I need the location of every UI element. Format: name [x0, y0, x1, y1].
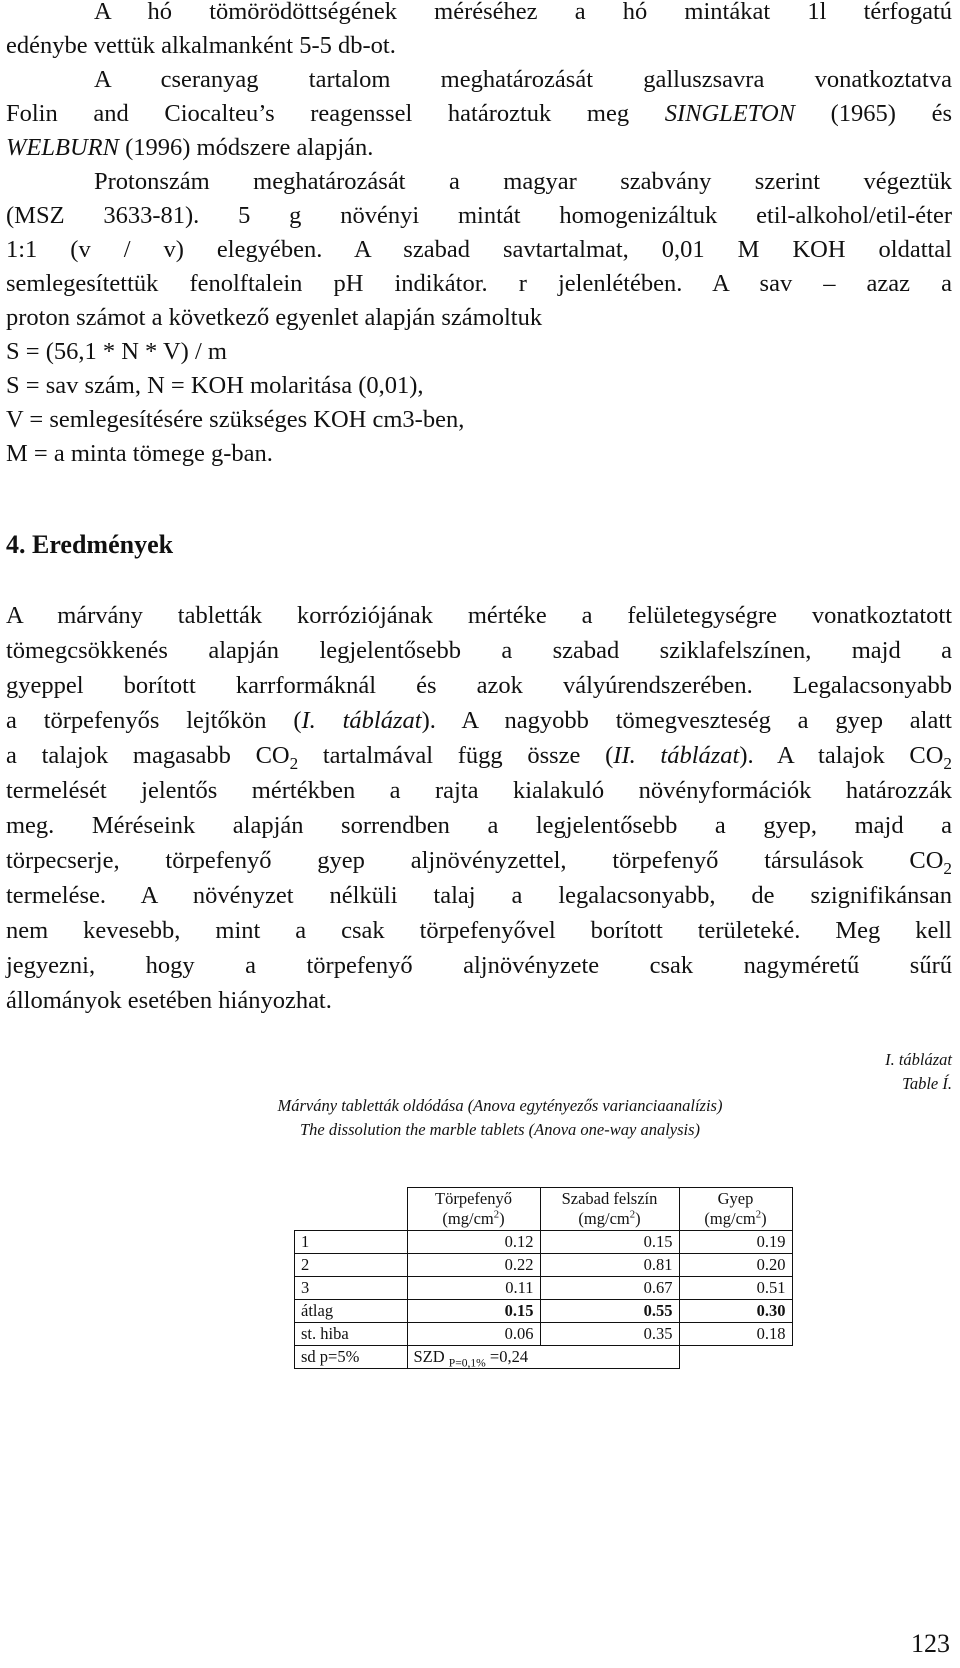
results-line-4: a törpefenyős lejtőkön (I. táblázat). A nagyobb tömegveszteség a gyep alatt: [6, 707, 952, 734]
results-line-2: tömegcsökkenés alapján legjelentősebb a szabad sziklafelszínen, majd a: [6, 637, 952, 664]
cell-gyep: 0.51: [679, 1277, 792, 1300]
table-row: [295, 1254, 793, 1277]
methods-line-7: (MSZ 3633-81). 5 g növényi mintát homogenizáltuk etil-alkohol/etil-éter: [6, 202, 952, 229]
row-label: 3: [295, 1277, 408, 1300]
results-line-8: törpecserje, törpefenyő gyep aljnövényzettel, törpefenyő társulások $CO_2$: [6, 847, 952, 878]
cell-torpefenyo: 0.06: [407, 1323, 540, 1346]
row-label: 2: [295, 1254, 408, 1277]
page-number: 123: [911, 1629, 950, 1658]
table-row: [295, 1277, 793, 1300]
table-row-sd: [295, 1346, 793, 1369]
methods-line-2: edénybe vettük alkalmanként 5-5 db-ot.: [6, 32, 396, 59]
results-line-12: állományok esetében hiányozhat.: [6, 987, 332, 1014]
table-title-hu: Márvány tabletták oldódása (Anova egytényezős varianciaanalízis): [277, 1096, 723, 1115]
cell-gyep: 0.19: [679, 1231, 792, 1254]
cell-szabad-felszin: 0.67: [540, 1277, 679, 1300]
cell-gyep: 0.30: [679, 1300, 792, 1323]
results-line-3: gyeppel borított karrformáknál és azok vályúrendszerében. Legalacsonyabb: [6, 672, 952, 699]
cell-szabad-felszin: 0.81: [540, 1254, 679, 1277]
results-line-6: termelését jelentős mértékben a rajta kialakuló növényformációk határozzák: [6, 777, 952, 804]
cell-szabad-felszin: 0.15: [540, 1231, 679, 1254]
methods-line-5: WELBURN (1996) módszere alapján.: [6, 134, 374, 161]
table-ref-1: I. táblázat: [301, 707, 422, 734]
cell-gyep: 0.18: [679, 1323, 792, 1346]
table-row-std-error: [295, 1323, 793, 1346]
cell-szabad-felszin: 0.55: [540, 1300, 679, 1323]
results-line-10: nem kevesebb, mint a csak törpefenyővel borított területeké. Meg kell: [6, 917, 952, 944]
cell-torpefenyo: 0.12: [407, 1231, 540, 1254]
row-label: st. hiba: [295, 1323, 408, 1346]
methods-line-6: Protonszám meghatározását a magyar szabvány szerint végeztük: [94, 168, 952, 195]
author-welburn: WELBURN: [6, 134, 119, 161]
row-label: 1: [295, 1231, 408, 1254]
header-col-1: Törpefenyő $(mg/cm^2)$: [407, 1188, 540, 1231]
formula-def-m: M = a minta tömege g-ban.: [6, 440, 273, 467]
cell-torpefenyo: 0.15: [407, 1300, 540, 1323]
cell-gyep: 0.20: [679, 1254, 792, 1277]
table-label-hu: I. táblázat: [885, 1050, 952, 1069]
formula-def-s: S = sav szám, N = KOH molaritása (0,01),: [6, 372, 424, 399]
results-line-5: a talajok magasabb $CO_2$ tartalmával függ össze (II. táblázat). A talajok $CO_2$: [6, 742, 952, 773]
methods-line-3: A cseranyag tartalom meghatározását galluszsavra vonatkoztatva: [94, 66, 952, 93]
header-col-3: Gyep $(mg/cm^2)$: [679, 1188, 792, 1231]
methods-line-8: 1:1 (v / v) elegyében. A szabad savtartalmat, 0,01 M KOH oldattal: [6, 236, 952, 263]
header-empty: [295, 1188, 408, 1231]
cell-empty: [679, 1346, 792, 1369]
table-title-en: The dissolution the marble tablets (Anova one-way analysis): [299, 1120, 701, 1139]
table-row-mean: [295, 1300, 793, 1323]
methods-line-4: Folin and Ciocalteu’s reagenssel határoztuk meg SINGLETON (1965) és: [6, 100, 952, 127]
results-line-11: jegyezni, hogy a törpefenyő aljnövényzete csak nagyméretű sűrű: [6, 952, 952, 979]
cell-szabad-felszin: 0.35: [540, 1323, 679, 1346]
cell-szd: SZD $_{P=0,1\%}$ =0,24: [407, 1346, 679, 1369]
results-line-7: meg. Méréseink alapján sorrendben a legjelentősebb a gyep, majd a: [6, 812, 952, 839]
row-label: átlag: [295, 1300, 408, 1323]
header-col-2: Szabad felszín $(mg/cm^2)$: [540, 1188, 679, 1231]
table-ref-2: II. táblázat: [613, 742, 740, 769]
methods-line-1: A hó tömörödöttségének méréséhez a hó mintákat 1l térfogatú: [94, 0, 952, 25]
table-label-en: Table Í.: [902, 1074, 952, 1093]
formula-def-v: V = semlegesítésére szükséges KOH cm3-ben,: [6, 406, 465, 433]
row-label: sd p=5%: [295, 1346, 408, 1369]
methods-line-9: semlegesítettük fenolftalein pH indikátor. r jelenlétében. A sav – azaz a: [6, 270, 952, 297]
results-table: [294, 1187, 793, 1369]
methods-line-10: proton számot a következő egyenlet alapján számoltuk: [6, 304, 543, 331]
results-line-1: A márvány tabletták korróziójának mértéke a felületegységre vonatkoztatott: [6, 602, 952, 629]
cell-torpefenyo: 0.11: [407, 1277, 540, 1300]
table-header-row: [295, 1188, 793, 1231]
formula: S = (56,1 * N * V) / m: [6, 338, 227, 365]
cell-torpefenyo: 0.22: [407, 1254, 540, 1277]
author-singleton: SINGLETON: [664, 100, 795, 127]
section-title: 4. Eredmények: [6, 530, 174, 559]
table-row: [295, 1231, 793, 1254]
results-line-9: termelése. A növényzet nélküli talaj a legalacsonyabb, de szignifikánsan: [6, 882, 952, 909]
